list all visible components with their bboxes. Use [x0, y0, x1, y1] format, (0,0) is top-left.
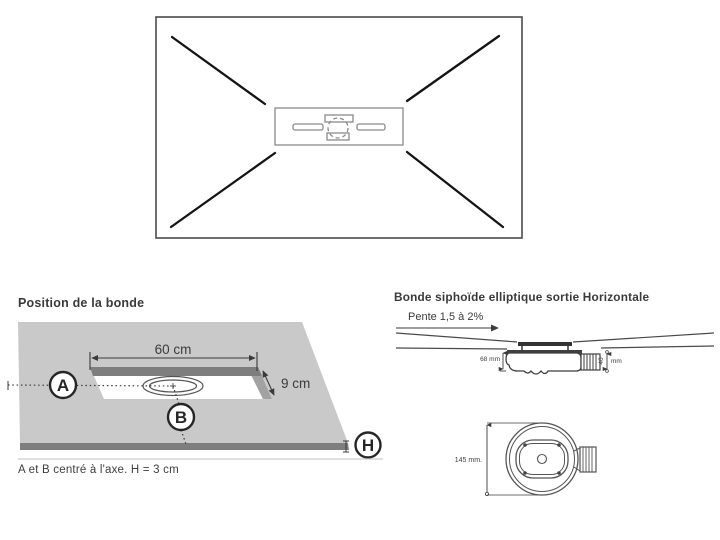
- drain-grate-flange: [518, 342, 572, 346]
- drain-top-view-diagram: [440, 415, 640, 515]
- width-dimension-label: 60 cm: [154, 342, 192, 357]
- tray-outline: [156, 17, 522, 238]
- position-section-caption: A et B centré à l'axe. H = 3 cm: [18, 464, 179, 476]
- label-h-text: H: [361, 436, 375, 455]
- outlet-dimension-unit: mm: [611, 358, 622, 365]
- tray-top-view-diagram: [155, 16, 523, 239]
- height-dimension-label: 68 mm: [480, 356, 500, 363]
- position-section-title: Position de la bonde: [18, 296, 145, 310]
- tray-front-edge: [20, 443, 349, 450]
- outlet-dimension-value: 40: [598, 357, 605, 365]
- floor-section-lines: [396, 333, 714, 349]
- label-a-text: A: [56, 376, 70, 395]
- outlet-dimension: [598, 351, 622, 373]
- drain-recess-back-wall: [90, 367, 262, 376]
- drain-side-view-diagram: [390, 303, 720, 393]
- label-b-text: B: [174, 408, 188, 427]
- label-h-badge: [356, 433, 381, 458]
- diameter-dimension-label: 145 mm.: [454, 457, 482, 464]
- drain-top-view-body: [506, 423, 578, 495]
- height-dimension: [480, 353, 506, 371]
- label-b-badge: [168, 404, 194, 430]
- label-a-badge: [50, 372, 76, 398]
- drain-section-title: Bonde siphoïde elliptique sortie Horizontale: [394, 290, 650, 304]
- drain-position-diagram: [5, 315, 390, 480]
- slope-label: Pente 1,5 à 2%: [408, 311, 484, 323]
- depth-dimension-label: 9 cm: [281, 376, 311, 391]
- siphon-body: [506, 353, 581, 374]
